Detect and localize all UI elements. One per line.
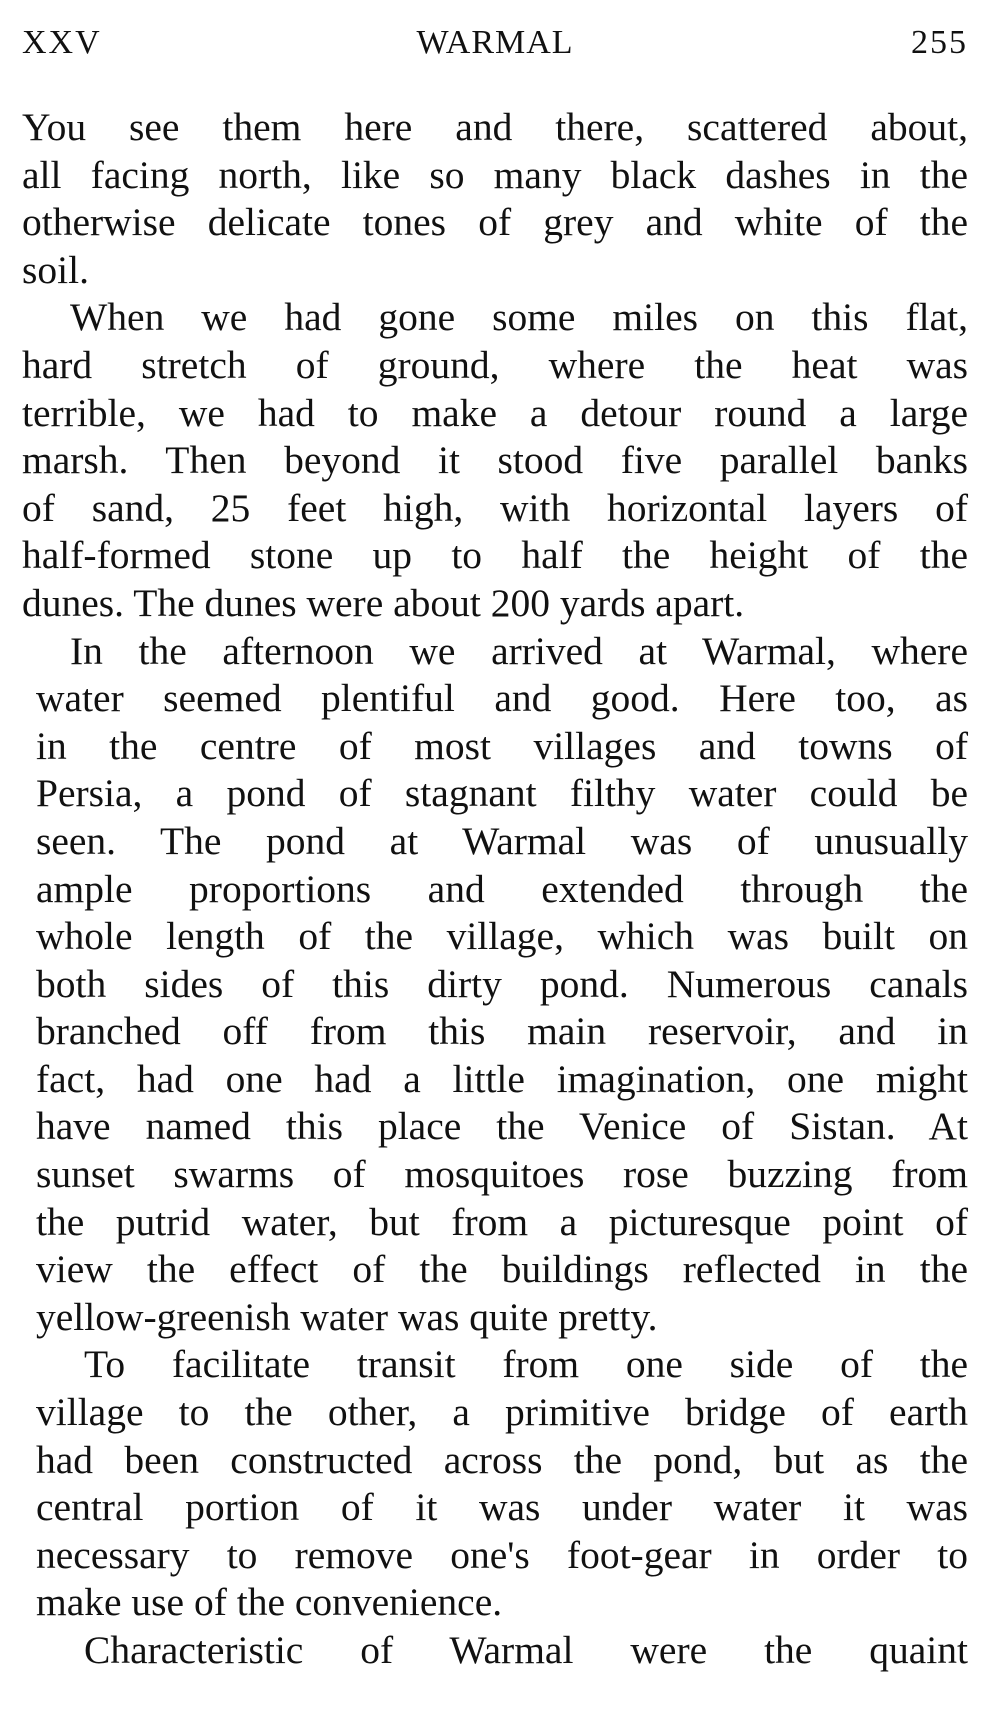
running-header [22,18,968,68]
text-line: In the afternoon we arrived at Warmal, where [70,628,968,673]
text-line: village to the other, a primitive bridge of earth [36,1390,968,1435]
text-line: yellow-greenish water was quite pretty. [36,1294,658,1339]
text-line: had been constructed across the pond, but as the [36,1437,968,1482]
text-line: of sand, 25 feet high, with horizontal layers of [22,485,968,530]
paragraph [22,628,968,1342]
text-line: You see them here and there, scattered about, [22,105,968,149]
text-line: sunset swarms of mosquitoes rose buzzing from [36,1152,968,1197]
paragraph [22,294,968,627]
text-line: soil. [22,247,89,292]
text-line: terrible, we had to make a detour round a large [22,390,968,435]
text-line: necessary to remove one's foot-gear in order to [36,1532,968,1577]
paragraph [22,104,968,294]
chapter-number: XXV [22,24,102,61]
text-line: all facing north, like so many black dashes in the [22,152,968,197]
body-text [22,104,968,1675]
text-line: fact, had one had a little imagination, one might [36,1056,968,1101]
text-line: Characteristic of Warmal were the quaint [84,1628,968,1672]
text-line: in the centre of most villages and towns of [36,723,968,768]
text-line: branched off from this main reservoir, and in [36,1009,968,1054]
text-line: have named this place the Venice of Sistan. At [36,1104,968,1149]
page-number: 255 [911,24,968,61]
text-line: dunes. The dunes were about 200 yards apart. [22,580,745,625]
text-line: otherwise delicate tones of grey and white of the [22,200,968,245]
text-line: view the effect of the buildings reflected in the [36,1247,968,1292]
text-line: both sides of this dirty pond. Numerous canals [36,961,968,1006]
paragraph [22,1341,968,1627]
text-line: hard stretch of ground, where the heat was [22,342,968,387]
text-line: To facilitate transit from one side of the [84,1342,968,1387]
text-line: make use of the convenience. [36,1580,503,1625]
text-line: water seemed plentiful and good. Here too, as [36,676,968,721]
text-line: the putrid water, but from a picturesque point of [36,1199,968,1244]
text-line: whole length of the village, which was built on [36,914,968,959]
running-title: WARMAL [416,24,574,61]
text-line: marsh. Then beyond it stood five parallel banks [22,438,968,483]
text-line: Persia, a pond of stagnant filthy water could be [36,771,968,816]
text-line: half-formed stone up to half the height of the [22,533,968,578]
text-line: When we had gone some miles on this flat, [70,295,968,340]
text-line: seen. The pond at Warmal was of unusually [36,818,968,863]
text-line: central portion of it was under water it was [36,1485,968,1530]
paragraph [22,1627,968,1675]
text-line: ample proportions and extended through the [36,866,968,911]
